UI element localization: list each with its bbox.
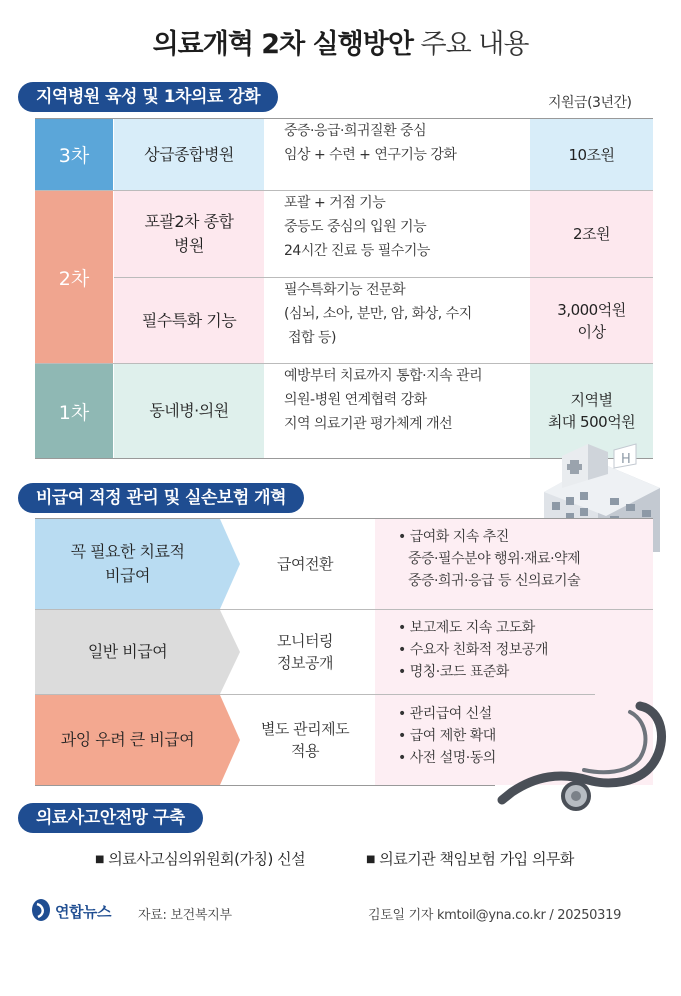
section-header-regional-hospitals: 지역병원 육성 및 1차의료 강화 xyxy=(18,82,278,112)
description-general-secondary: 포괄 + 거점 기능 중등도 중심의 입원 기능 24시간 진료 등 필수기능 xyxy=(284,195,430,259)
list-item: 중증·필수분야 행위·재료·약제 xyxy=(408,551,581,567)
source-text: 자료: 보건복지부 xyxy=(138,908,232,923)
row-divider xyxy=(35,190,653,191)
hospital-sign: H xyxy=(621,452,631,467)
table-top-rule xyxy=(35,118,653,119)
yonhap-logo-icon xyxy=(30,898,52,922)
action-separate-management: 별도 관리제도 적용 xyxy=(260,720,350,760)
section-header-safety-net: 의료사고안전망 구축 xyxy=(18,803,203,833)
measures-list-overuse xyxy=(398,703,496,769)
table-top-rule xyxy=(35,518,653,519)
institution-general-secondary: 포괄2차 종합병원 xyxy=(114,191,264,277)
row-divider xyxy=(35,694,595,695)
tier-2-cell: 2차 xyxy=(35,191,113,363)
amount-local-clinics: 지역별 최대 500억원 xyxy=(530,364,653,458)
description-tertiary: 중증·응급·희귀질환 중심 임상 + 수련 + 연구기능 강화 xyxy=(284,123,457,163)
section-header-non-covered: 비급여 적정 관리 및 실손보험 개혁 xyxy=(18,483,304,513)
institution-specialized: 필수특화 기능 xyxy=(114,278,264,363)
logo-wordmark: 연합뉴스 xyxy=(55,903,111,921)
institution-local-clinics: 동네병·의원 xyxy=(114,364,264,458)
support-amount-header: 지원금(3년간) xyxy=(548,95,632,111)
action-coverage-conversion: 급여전환 xyxy=(277,555,333,573)
row-divider xyxy=(35,609,653,610)
tier-3-cell: 3차 xyxy=(35,119,113,190)
institution-tertiary: 상급종합병원 xyxy=(114,119,264,190)
category-general: 일반 비급여 xyxy=(87,642,168,661)
list-item: • 사전 설명·동의 xyxy=(398,750,496,766)
amount-tertiary: 10조원 xyxy=(530,119,653,190)
stethoscope-icon xyxy=(490,700,670,820)
amount-general-secondary: 2조원 xyxy=(530,191,653,277)
safety-item-insurance: ■ 의료기관 책임보험 가입 의무화 xyxy=(366,850,574,868)
list-item: • 급여화 지속 추진 xyxy=(398,529,509,545)
list-item: • 관리급여 신설 xyxy=(398,706,492,722)
list-item: • 수요자 친화적 정보공개 xyxy=(398,642,548,658)
description-local-clinics: 예방부터 치료까지 통합·지속 관리 의원-병원 연계협력 강화 지역 의료기관 평가체계 개선 xyxy=(284,368,483,432)
category-overuse: 과잉 우려 큰 비급여 xyxy=(60,730,195,749)
measures-list-general xyxy=(398,617,548,683)
list-item: • 급여 제한 확대 xyxy=(398,728,496,744)
table-bottom-rule xyxy=(35,785,495,786)
category-therapeutic: 꼭 필요한 치료적 비급여 xyxy=(70,542,185,585)
safety-item-committee: ■ 의료사고심의위원회(가칭) 신설 xyxy=(95,850,306,868)
list-item: • 보고제도 지속 고도화 xyxy=(398,620,535,636)
row-divider xyxy=(35,363,653,364)
page-title: 의료개혁 2차 실행방안 주요 내용 xyxy=(152,29,529,60)
action-monitoring: 모니터링 정보공개 xyxy=(277,632,333,672)
measures-list-therapeutic xyxy=(398,526,580,592)
list-item: 중증·희귀·응급 등 신의료기술 xyxy=(408,573,581,589)
amount-specialized: 3,000억원 이상 xyxy=(530,278,653,363)
row-divider xyxy=(114,277,653,278)
description-specialized: 필수특화기능 전문화 (심뇌, 소아, 분만, 암, 화상, 수지 접합 등) xyxy=(284,282,472,346)
credit-text: 김토일 기자 kmtoil@yna.co.kr / 20250319 xyxy=(368,908,622,923)
list-item: • 명칭·코드 표준화 xyxy=(398,664,509,680)
tier-1-cell: 1차 xyxy=(35,364,113,458)
